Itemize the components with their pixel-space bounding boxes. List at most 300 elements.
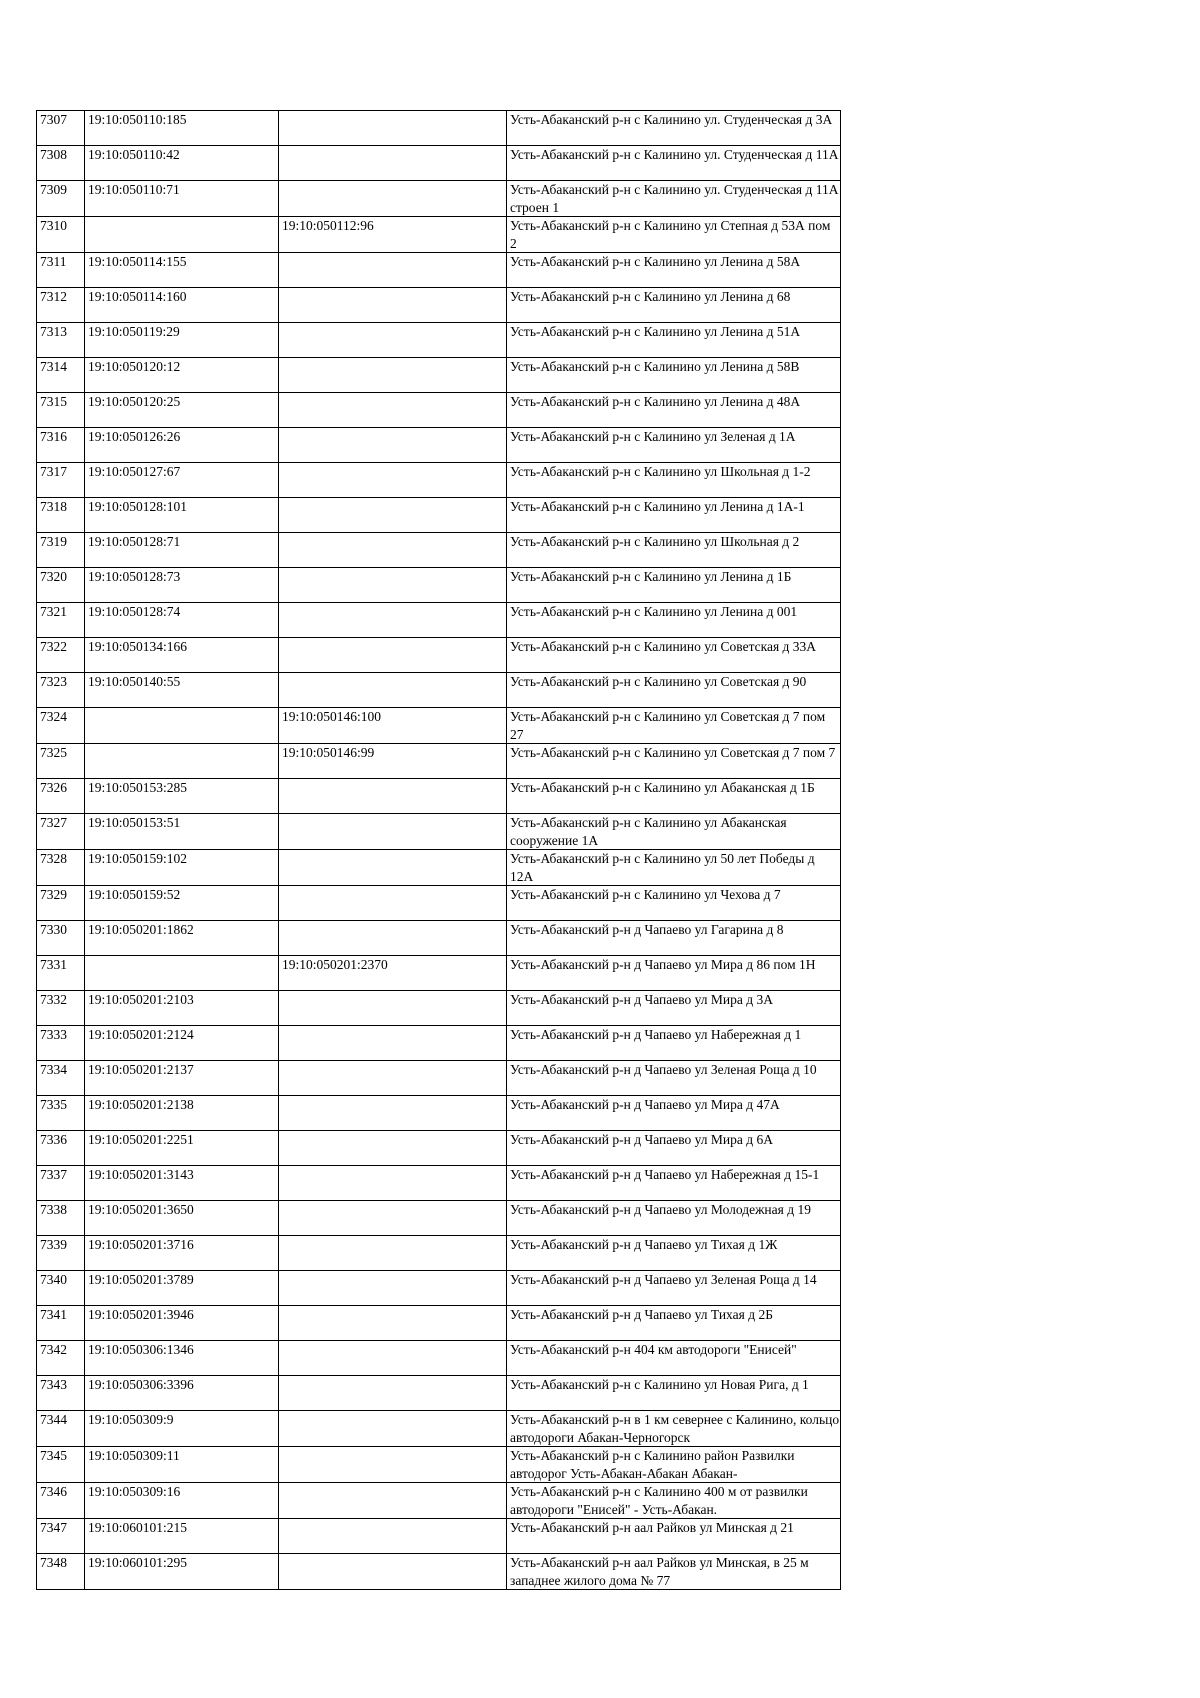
address-cell	[507, 886, 841, 921]
address-cell	[507, 253, 841, 288]
address-cell-text: Усть-Абаканский р-н д Чапаево ул Мира д 86 пом 1Н	[510, 957, 816, 972]
table-row	[37, 428, 841, 463]
table-row	[37, 814, 841, 850]
address-cell-text: Усть-Абаканский р-н в 1 км севернее с Калинино, кольцо автодороги Абакан-Черногорск	[510, 1412, 840, 1445]
table-row	[37, 358, 841, 393]
premises-cadastral-number-cell	[279, 1447, 507, 1483]
cadastral-number-cell	[85, 1519, 279, 1554]
premises-cadastral-number-cell	[279, 1483, 507, 1519]
address-cell	[507, 1061, 841, 1096]
cadastral-number-cell	[85, 568, 279, 603]
cadastral-number-cell-text: 19:10:050110:42	[88, 147, 180, 162]
address-cell-text: Усть-Абаканский р-н д Чапаево ул Молодежная д 19	[510, 1202, 811, 1217]
address-cell-text: Усть-Абаканский р-н с Калинино ул Степная д 53А пом 2	[510, 218, 831, 251]
table-row	[37, 673, 841, 708]
address-cell	[507, 1519, 841, 1554]
cadastral-number-cell-text: 19:10:050134:166	[88, 639, 188, 654]
premises-cadastral-number-cell	[279, 886, 507, 921]
address-cell	[507, 146, 841, 181]
address-cell	[507, 1271, 841, 1306]
address-cell-text: Усть-Абаканский р-н с Калинино ул Ленина д 48А	[510, 394, 801, 409]
premises-cadastral-number-cell	[279, 1026, 507, 1061]
table-row	[37, 393, 841, 428]
row-number-cell-text: 7348	[40, 1555, 67, 1570]
table-row	[37, 638, 841, 673]
address-cell	[507, 673, 841, 708]
premises-cadastral-number-cell	[279, 463, 507, 498]
address-cell	[507, 1166, 841, 1201]
premises-cadastral-number-cell	[279, 744, 507, 779]
address-cell	[507, 393, 841, 428]
table-row	[37, 1131, 841, 1166]
cadastral-number-cell	[85, 1201, 279, 1236]
row-number-cell	[37, 991, 85, 1026]
row-number-cell-text: 7310	[40, 218, 67, 233]
row-number-cell	[37, 146, 85, 181]
premises-cadastral-number-cell	[279, 1341, 507, 1376]
table-row	[37, 498, 841, 533]
row-number-cell-text: 7340	[40, 1272, 67, 1287]
address-cell	[507, 991, 841, 1026]
row-number-cell-text: 7329	[40, 887, 67, 902]
row-number-cell	[37, 463, 85, 498]
cadastral-number-cell	[85, 1447, 279, 1483]
row-number-cell	[37, 1554, 85, 1590]
table-row	[37, 253, 841, 288]
row-number-cell	[37, 533, 85, 568]
cadastral-number-cell	[85, 428, 279, 463]
row-number-cell-text: 7316	[40, 429, 67, 444]
premises-cadastral-number-cell	[279, 850, 507, 886]
premises-cadastral-number-cell	[279, 1131, 507, 1166]
address-cell-text: Усть-Абаканский р-н д Чапаево ул Набережная д 1	[510, 1027, 802, 1042]
cadastral-number-cell-text: 19:10:060101:295	[88, 1555, 188, 1570]
row-number-cell	[37, 498, 85, 533]
address-cell-text: Усть-Абаканский р-н с Калинино ул Ленина д 51А	[510, 324, 801, 339]
premises-cadastral-number-cell	[279, 1271, 507, 1306]
row-number-cell-text: 7346	[40, 1484, 67, 1499]
table-row	[37, 921, 841, 956]
premises-cadastral-number-cell	[279, 1306, 507, 1341]
cadastral-number-cell	[85, 708, 279, 744]
premises-cadastral-number-cell-text: 19:10:050112:96	[282, 218, 374, 233]
table-row	[37, 1376, 841, 1411]
premises-cadastral-number-cell	[279, 673, 507, 708]
cadastral-number-cell	[85, 1483, 279, 1519]
table-row	[37, 708, 841, 744]
row-number-cell-text: 7336	[40, 1132, 67, 1147]
row-number-cell	[37, 253, 85, 288]
cadastral-number-cell	[85, 1411, 279, 1447]
address-cell	[507, 533, 841, 568]
cadastral-number-cell-text: 19:10:050153:285	[88, 780, 188, 795]
row-number-cell	[37, 181, 85, 217]
cadastral-number-cell-text: 19:10:050201:2137	[88, 1062, 194, 1077]
row-number-cell	[37, 1447, 85, 1483]
row-number-cell	[37, 428, 85, 463]
row-number-cell-text: 7333	[40, 1027, 67, 1042]
address-cell	[507, 744, 841, 779]
registry-body	[37, 111, 841, 1590]
address-cell-text: Усть-Абаканский р-н д Чапаево ул Зеленая Роща д 10	[510, 1062, 817, 1077]
table-row	[37, 1026, 841, 1061]
cadastral-number-cell	[85, 956, 279, 991]
address-cell	[507, 358, 841, 393]
address-cell-text: Усть-Абаканский р-н д Чапаево ул Мира д 3А	[510, 992, 773, 1007]
row-number-cell	[37, 708, 85, 744]
cadastral-number-cell	[85, 673, 279, 708]
premises-cadastral-number-cell	[279, 428, 507, 463]
address-cell	[507, 1447, 841, 1483]
premises-cadastral-number-cell	[279, 1061, 507, 1096]
address-cell	[507, 1306, 841, 1341]
premises-cadastral-number-cell	[279, 779, 507, 814]
row-number-cell	[37, 850, 85, 886]
cadastral-number-cell	[85, 146, 279, 181]
cadastral-number-cell-text: 19:10:050201:3946	[88, 1307, 194, 1322]
premises-cadastral-number-cell	[279, 1166, 507, 1201]
address-cell	[507, 956, 841, 991]
address-cell	[507, 1096, 841, 1131]
address-cell-text: Усть-Абаканский р-н с Калинино ул Ленина д 58А	[510, 254, 801, 269]
row-number-cell	[37, 921, 85, 956]
premises-cadastral-number-cell	[279, 1519, 507, 1554]
premises-cadastral-number-cell	[279, 1554, 507, 1590]
cadastral-number-cell-text: 19:10:050309:16	[88, 1484, 181, 1499]
cadastral-number-cell-text: 19:10:050119:29	[88, 324, 180, 339]
row-number-cell	[37, 1131, 85, 1166]
address-cell	[507, 1026, 841, 1061]
cadastral-number-cell-text: 19:10:050120:12	[88, 359, 181, 374]
address-cell	[507, 921, 841, 956]
row-number-cell-text: 7308	[40, 147, 67, 162]
address-cell-text: Усть-Абаканский р-н с Калинино ул Абаканская сооружение 1А	[510, 815, 787, 848]
row-number-cell-text: 7334	[40, 1062, 67, 1077]
premises-cadastral-number-cell	[279, 603, 507, 638]
table-row	[37, 1447, 841, 1483]
address-cell-text: Усть-Абаканский р-н с Калинино ул Советская д 7 пом 27	[510, 709, 826, 742]
row-number-cell	[37, 1411, 85, 1447]
cadastral-number-cell	[85, 779, 279, 814]
cadastral-number-cell-text: 19:10:050201:2103	[88, 992, 194, 1007]
address-cell	[507, 638, 841, 673]
premises-cadastral-number-cell	[279, 814, 507, 850]
cadastral-number-cell	[85, 1096, 279, 1131]
address-cell-text: Усть-Абаканский р-н с Калинино ул Советская д 90	[510, 674, 807, 689]
cadastral-number-cell-text: 19:10:050309:11	[88, 1448, 180, 1463]
table-row	[37, 181, 841, 217]
cadastral-number-cell	[85, 533, 279, 568]
cadastral-number-cell-text: 19:10:050114:155	[88, 254, 187, 269]
row-number-cell-text: 7313	[40, 324, 67, 339]
address-cell-text: Усть-Абаканский р-н с Калинино ул Ленина д 1А-1	[510, 499, 805, 514]
cadastral-number-cell-text: 19:10:050159:102	[88, 851, 188, 866]
row-number-cell-text: 7321	[40, 604, 67, 619]
cadastral-number-cell	[85, 1271, 279, 1306]
table-row	[37, 1271, 841, 1306]
row-number-cell-text: 7320	[40, 569, 67, 584]
row-number-cell	[37, 1306, 85, 1341]
address-cell	[507, 217, 841, 253]
row-number-cell-text: 7330	[40, 922, 67, 937]
row-number-cell	[37, 1271, 85, 1306]
table-row	[37, 991, 841, 1026]
address-cell-text: Усть-Абаканский р-н д Чапаево ул Тихая д 2Б	[510, 1307, 773, 1322]
cadastral-number-cell	[85, 1554, 279, 1590]
cadastral-number-cell-text: 19:10:050140:55	[88, 674, 181, 689]
row-number-cell	[37, 1519, 85, 1554]
table-row	[37, 568, 841, 603]
cadastral-number-cell	[85, 1341, 279, 1376]
row-number-cell	[37, 1061, 85, 1096]
cadastral-number-cell	[85, 850, 279, 886]
address-cell-text: Усть-Абаканский р-н с Калинино ул Чехова д 7	[510, 887, 781, 902]
cadastral-number-cell-text: 19:10:050127:67	[88, 464, 181, 479]
cadastral-number-cell	[85, 181, 279, 217]
address-cell-text: Усть-Абаканский р-н с Калинино ул Ленина д 1Б	[510, 569, 792, 584]
cadastral-number-cell	[85, 463, 279, 498]
row-number-cell	[37, 814, 85, 850]
cadastral-number-cell-text: 19:10:050309:9	[88, 1412, 174, 1427]
table-row	[37, 886, 841, 921]
cadastral-number-cell	[85, 1026, 279, 1061]
premises-cadastral-number-cell	[279, 111, 507, 146]
row-number-cell-text: 7319	[40, 534, 67, 549]
cadastral-number-cell	[85, 111, 279, 146]
cadastral-number-cell-text: 19:10:050120:25	[88, 394, 181, 409]
row-number-cell-text: 7344	[40, 1412, 67, 1427]
row-number-cell-text: 7347	[40, 1520, 67, 1535]
table-row	[37, 1096, 841, 1131]
premises-cadastral-number-cell	[279, 1096, 507, 1131]
cadastral-number-cell-text: 19:10:050306:1346	[88, 1342, 194, 1357]
row-number-cell	[37, 1376, 85, 1411]
address-cell	[507, 850, 841, 886]
address-cell-text: Усть-Абаканский р-н 404 км автодороги "Енисей"	[510, 1342, 797, 1357]
row-number-cell-text: 7343	[40, 1377, 67, 1392]
row-number-cell-text: 7337	[40, 1167, 67, 1182]
address-cell-text: Усть-Абаканский р-н с Калинино 400 м от развилки автодороги "Енисей" - Усть-Абакан.	[510, 1484, 808, 1517]
address-cell	[507, 323, 841, 358]
address-cell	[507, 1483, 841, 1519]
address-cell-text: Усть-Абаканский р-н с Калинино ул Советская д 7 пом 7	[510, 745, 836, 760]
row-number-cell	[37, 217, 85, 253]
address-cell	[507, 1411, 841, 1447]
row-number-cell-text: 7325	[40, 745, 67, 760]
table-row	[37, 603, 841, 638]
table-row	[37, 779, 841, 814]
table-row	[37, 323, 841, 358]
premises-cadastral-number-cell	[279, 638, 507, 673]
address-cell	[507, 779, 841, 814]
address-cell-text: Усть-Абаканский р-н с Калинино район Развилки автодорог Усть-Абакан-Абакан Абакан-	[510, 1448, 795, 1481]
premises-cadastral-number-cell	[279, 708, 507, 744]
cadastral-number-cell-text: 19:10:050126:26	[88, 429, 181, 444]
row-number-cell-text: 7312	[40, 289, 67, 304]
cadastral-number-cell-text: 19:10:050153:51	[88, 815, 181, 830]
table-row	[37, 1341, 841, 1376]
premises-cadastral-number-cell	[279, 253, 507, 288]
table-row	[37, 1166, 841, 1201]
address-cell-text: Усть-Абаканский р-н с Калинино ул 50 лет Победы д 12А	[510, 851, 815, 884]
cadastral-number-cell-text: 19:10:050128:74	[88, 604, 181, 619]
table-row	[37, 111, 841, 146]
premises-cadastral-number-cell	[279, 181, 507, 217]
row-number-cell-text: 7335	[40, 1097, 67, 1112]
table-row	[37, 1201, 841, 1236]
cadastral-number-cell	[85, 253, 279, 288]
row-number-cell	[37, 1166, 85, 1201]
table-row	[37, 463, 841, 498]
address-cell-text: Усть-Абаканский р-н с Калинино ул Ленина д 001	[510, 604, 798, 619]
row-number-cell-text: 7307	[40, 112, 67, 127]
premises-cadastral-number-cell	[279, 358, 507, 393]
premises-cadastral-number-cell	[279, 921, 507, 956]
cadastral-number-cell	[85, 814, 279, 850]
cadastral-number-cell-text: 19:10:050128:71	[88, 534, 181, 549]
address-cell-text: Усть-Абаканский р-н д Чапаево ул Мира д 6А	[510, 1132, 773, 1147]
cadastral-number-cell	[85, 288, 279, 323]
cadastral-number-cell	[85, 498, 279, 533]
row-number-cell	[37, 323, 85, 358]
address-cell-text: Усть-Абаканский р-н с Калинино ул. Студенческая д 11А	[510, 147, 839, 162]
row-number-cell-text: 7332	[40, 992, 67, 1007]
address-cell-text: Усть-Абаканский р-н с Калинино ул Абаканская д 1Б	[510, 780, 815, 795]
address-cell-text: Усть-Абаканский р-н с Калинино ул Советская д 33А	[510, 639, 817, 654]
table-row	[37, 217, 841, 253]
row-number-cell	[37, 393, 85, 428]
cadastral-number-cell	[85, 393, 279, 428]
address-cell-text: Усть-Абаканский р-н д Чапаево ул Набережная д 15-1	[510, 1167, 820, 1182]
row-number-cell	[37, 1341, 85, 1376]
row-number-cell	[37, 1026, 85, 1061]
table-row	[37, 850, 841, 886]
cadastral-number-cell-text: 19:10:050201:3716	[88, 1237, 194, 1252]
row-number-cell-text: 7338	[40, 1202, 67, 1217]
cadastral-number-cell	[85, 638, 279, 673]
address-cell	[507, 1376, 841, 1411]
cadastral-number-cell	[85, 1131, 279, 1166]
row-number-cell	[37, 886, 85, 921]
row-number-cell	[37, 288, 85, 323]
row-number-cell-text: 7328	[40, 851, 67, 866]
cadastral-number-cell	[85, 921, 279, 956]
table-row	[37, 533, 841, 568]
cadastral-number-cell-text: 19:10:050201:2124	[88, 1027, 194, 1042]
row-number-cell-text: 7341	[40, 1307, 67, 1322]
cadastral-number-cell-text: 19:10:050110:185	[88, 112, 187, 127]
address-cell-text: Усть-Абаканский р-н аал Райков ул Минская, в 25 м западнее жилого дома № 77	[510, 1555, 809, 1588]
address-cell-text: Усть-Абаканский р-н с Калинино ул Зеленая д 1А	[510, 429, 796, 444]
row-number-cell	[37, 1201, 85, 1236]
address-cell	[507, 428, 841, 463]
address-cell	[507, 1341, 841, 1376]
cadastral-number-cell-text: 19:10:050159:52	[88, 887, 181, 902]
row-number-cell-text: 7314	[40, 359, 67, 374]
address-cell	[507, 814, 841, 850]
cadastral-number-cell-text: 19:10:050201:3789	[88, 1272, 194, 1287]
table-row	[37, 288, 841, 323]
cadastral-number-cell-text: 19:10:050128:73	[88, 569, 181, 584]
cadastral-number-cell	[85, 323, 279, 358]
cadastral-number-cell-text: 19:10:050110:71	[88, 182, 180, 197]
row-number-cell	[37, 744, 85, 779]
premises-cadastral-number-cell-text: 19:10:050146:99	[282, 745, 375, 760]
address-cell-text: Усть-Абаканский р-н д Чапаево ул Мира д 47А	[510, 1097, 780, 1112]
row-number-cell-text: 7345	[40, 1448, 67, 1463]
address-cell	[507, 708, 841, 744]
premises-cadastral-number-cell	[279, 146, 507, 181]
cadastral-number-cell	[85, 886, 279, 921]
row-number-cell-text: 7315	[40, 394, 67, 409]
address-cell	[507, 1554, 841, 1590]
address-cell	[507, 568, 841, 603]
address-cell-text: Усть-Абаканский р-н с Калинино ул Школьная д 1-2	[510, 464, 811, 479]
address-cell	[507, 181, 841, 217]
cadastral-number-cell-text: 19:10:060101:215	[88, 1520, 188, 1535]
address-cell	[507, 1236, 841, 1271]
row-number-cell	[37, 779, 85, 814]
row-number-cell	[37, 1236, 85, 1271]
address-cell-text: Усть-Абаканский р-н с Калинино ул. Студенческая д 3А	[510, 112, 833, 127]
address-cell-text: Усть-Абаканский р-н аал Райков ул Минская д 21	[510, 1520, 794, 1535]
address-cell	[507, 1131, 841, 1166]
premises-cadastral-number-cell	[279, 533, 507, 568]
table-row	[37, 1483, 841, 1519]
premises-cadastral-number-cell	[279, 991, 507, 1026]
address-cell-text: Усть-Абаканский р-н с Калинино ул Новая Рига, д 1	[510, 1377, 809, 1392]
row-number-cell-text: 7339	[40, 1237, 67, 1252]
premises-cadastral-number-cell	[279, 393, 507, 428]
cadastral-number-cell	[85, 991, 279, 1026]
address-cell-text: Усть-Абаканский р-н д Чапаево ул Гагарина д 8	[510, 922, 784, 937]
cadastral-number-cell-text: 19:10:050201:1862	[88, 922, 194, 937]
address-cell-text: Усть-Абаканский р-н с Калинино ул. Студенческая д 11А строен 1	[510, 182, 839, 215]
row-number-cell	[37, 603, 85, 638]
cadastral-number-cell-text: 19:10:050114:160	[88, 289, 187, 304]
address-cell	[507, 603, 841, 638]
row-number-cell-text: 7324	[40, 709, 67, 724]
premises-cadastral-number-cell	[279, 1236, 507, 1271]
row-number-cell-text: 7309	[40, 182, 67, 197]
row-number-cell	[37, 358, 85, 393]
premises-cadastral-number-cell	[279, 217, 507, 253]
cadastral-number-cell	[85, 1306, 279, 1341]
row-number-cell-text: 7331	[40, 957, 67, 972]
table-row	[37, 146, 841, 181]
address-cell-text: Усть-Абаканский р-н с Калинино ул Ленина д 58В	[510, 359, 800, 374]
cadastral-number-cell	[85, 1236, 279, 1271]
premises-cadastral-number-cell	[279, 956, 507, 991]
premises-cadastral-number-cell	[279, 323, 507, 358]
row-number-cell-text: 7326	[40, 780, 67, 795]
table-row	[37, 1306, 841, 1341]
cadastral-number-cell	[85, 744, 279, 779]
row-number-cell-text: 7322	[40, 639, 67, 654]
cadastral-number-cell	[85, 217, 279, 253]
premises-cadastral-number-cell	[279, 1411, 507, 1447]
premises-cadastral-number-cell	[279, 498, 507, 533]
cadastral-number-cell	[85, 1166, 279, 1201]
row-number-cell-text: 7327	[40, 815, 67, 830]
row-number-cell-text: 7317	[40, 464, 67, 479]
table-row	[37, 956, 841, 991]
address-cell-text: Усть-Абаканский р-н с Калинино ул Школьная д 2	[510, 534, 800, 549]
cadastral-number-cell	[85, 1376, 279, 1411]
row-number-cell-text: 7311	[40, 254, 67, 269]
cadastral-number-cell-text: 19:10:050201:3143	[88, 1167, 194, 1182]
row-number-cell-text: 7323	[40, 674, 67, 689]
